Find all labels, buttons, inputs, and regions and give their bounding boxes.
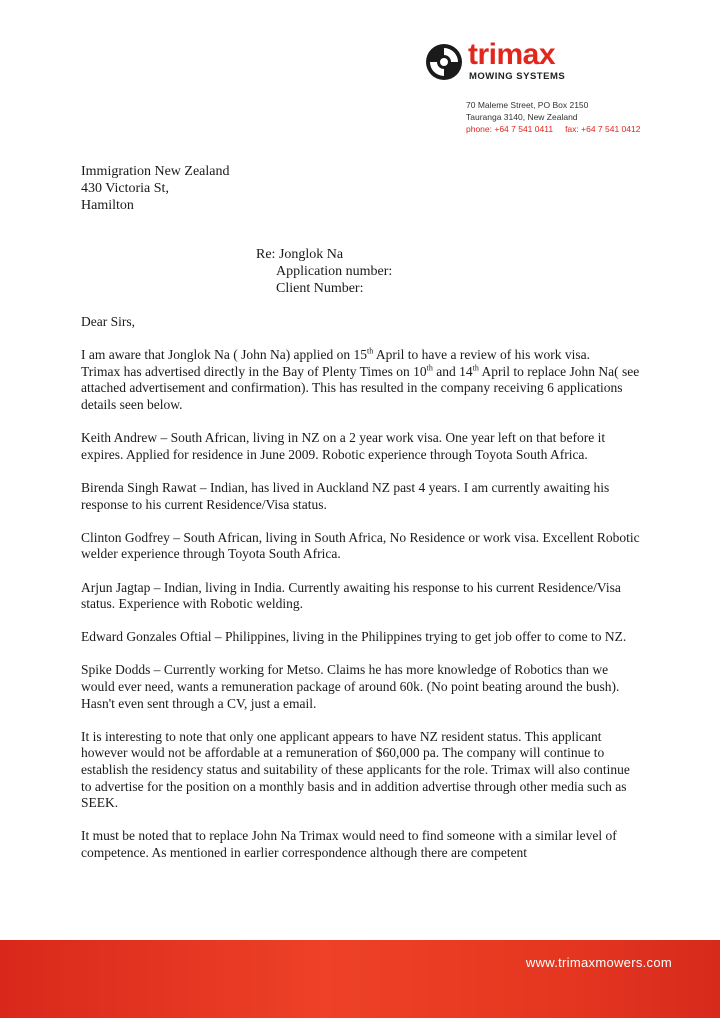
- applicant-keith-andrew: Keith Andrew – South African, living in NZ on a 2 year work visa. One year left on that before it expires. Applied for residence in June 2009. Robotic experience through Toyota South Africa.: [81, 430, 606, 462]
- applicant-edward-gonzales-oftial: Edward Gonzales Oftial – Philippines, living in the Philippines trying to get job offer to come to NZ.: [81, 629, 627, 645]
- re-line: Re: Jonglok Na: [256, 247, 344, 262]
- trimax-swirl-icon: [424, 42, 464, 82]
- website-url: www.trimaxmowers.com: [525, 955, 672, 970]
- footer-band: [0, 940, 720, 1018]
- phone-number: phone: +64 7 541 0411: [466, 124, 554, 134]
- salutation: Dear Sirs,: [81, 314, 135, 329]
- brand-tagline: MOWING SYSTEMS: [469, 71, 566, 82]
- applicant-spike-dodds: Spike Dodds – Currently working for Metso. Claims he has more knowledge of Robotics than we would ever need, wants a remuneration package of around 60k. (No point beating around the bush). Hasn't even sent through a CV, just a email.: [81, 662, 620, 711]
- application-number-line: Application number:: [276, 264, 393, 279]
- paragraph-review: I am aware that Jonglok Na ( John Na) applied on 15th April to have a review of his work visa.: [81, 346, 590, 363]
- applicant-birenda-singh-rawat: Birenda Singh Rawat – Indian, has lived in Auckland NZ past 4 years. I am currently awaiting his response to his current Residence/Visa status.: [81, 479, 610, 512]
- company-address: [466, 99, 640, 135]
- paragraph-competence: It must be noted that to replace John Na Trimax would need to find someone with a similar level of competence. As mentioned in earlier correspondence although there are competent: [81, 828, 617, 860]
- trimax-logo: [424, 38, 594, 88]
- paragraph-resident-status: It is interesting to note that only one applicant appears to have NZ resident status. This applicant however would not be affordable at a remuneration of $60,000 pa. The company will continue to establish the residency status and suitability of these applicants for the role. Trimax will also continue to advertise for the position on a monthly basis and in addition advertise through other media such as SEEK.: [81, 728, 630, 811]
- client-number-line: Client Number:: [276, 281, 364, 296]
- recipient-line-2: 430 Victoria St,: [81, 181, 169, 196]
- recipient-address: [81, 163, 230, 214]
- applicant-arjun-jagtap: Arjun Jagtap – Indian, living in India. Currently awaiting his response to his current Residence/Visa status. Experience with Robotic welding.: [81, 579, 621, 612]
- brand-name: trimax: [468, 38, 556, 71]
- letter-body: [81, 314, 641, 878]
- fax-number: fax: +64 7 541 0412: [565, 124, 641, 134]
- recipient-line-3: Hamilton: [81, 198, 134, 213]
- address-line-1: 70 Maleme Street, PO Box 2150: [466, 100, 589, 110]
- address-line-2: Tauranga 3140, New Zealand: [466, 112, 578, 122]
- applicant-clinton-godfrey: Clinton Godfrey – South African, living in South Africa, No Residence or work visa. Excellent Robotic welder experience through Toyota South Africa.: [81, 529, 640, 562]
- recipient-line-1: Immigration New Zealand: [81, 164, 230, 179]
- reference-block: [256, 246, 392, 297]
- paragraph-advertised: Trimax has advertised directly in the Bay of Plenty Times on 10th and 14th April to replace John Na( see attached advertisement and confirmation). This has resulted in the company receiving 6 applications details seen below.: [81, 363, 640, 412]
